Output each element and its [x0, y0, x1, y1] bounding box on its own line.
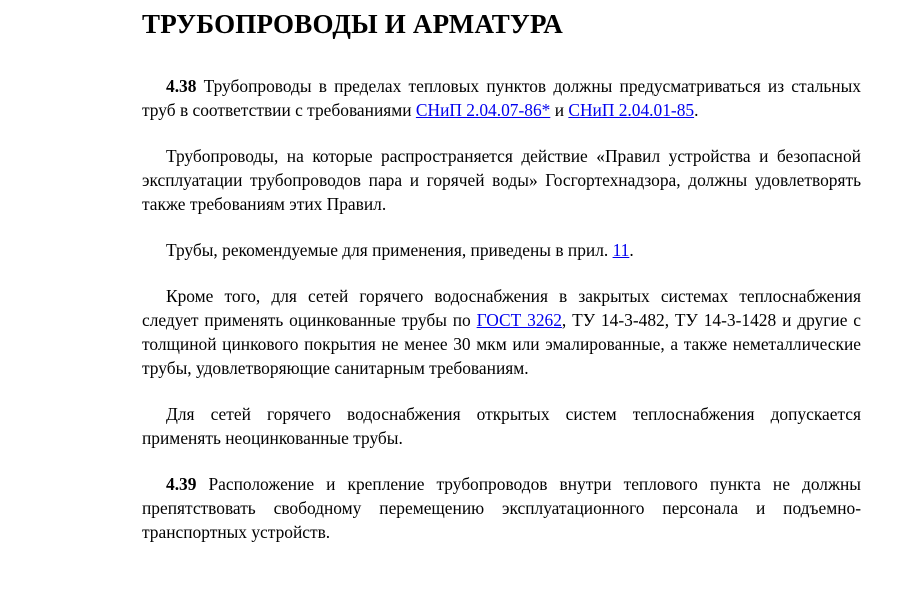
document-page: [142, 0, 861, 544]
paragraph-gosgortekhnadzor-rules: Трубопроводы, на которые распространяется действие «Правил устройства и безопасной эксплуатации трубопроводов пара и горячей воды» Госгортехнадзора, должны удовлетворять также требованиям этих Правил.: [142, 146, 861, 214]
paragraph-text: .: [629, 240, 634, 260]
paragraph-open-systems: Для сетей горячего водоснабжения открытых систем теплоснабжения допускается применять неоцинкованные трубы.: [142, 404, 861, 448]
paragraph-text: Кроме того, для сетей горячего водоснабжения в закрытых системах теплоснабжения следует применять оцинкованные трубы по: [142, 286, 861, 330]
section-heading: ТРУБОПРОВОДЫ И АРМАТУРА: [142, 9, 563, 39]
snip-2-04-01-85-link[interactable]: СНиП 2.04.01-85: [568, 100, 695, 120]
paragraph-4-38: [142, 74, 861, 122]
paragraph-text: , ТУ 14-3-482, ТУ 14-3-1428 и другие с толщиной цинкового покрытия не менее 30 мкм или эмалированные, а также неметаллические трубы, удовлетворяющие санитарным требованиям.: [142, 310, 862, 378]
paragraph-recommended-pipes: [142, 238, 861, 262]
paragraph-text: Трубы, рекомендуемые для применения, приведены в прил.: [166, 240, 613, 260]
paragraph-text: Трубопроводы в пределах тепловых пунктов должны предусматриваться из стальных труб в соответствии с требованиями: [142, 76, 861, 120]
snip-2-04-07-86-link[interactable]: СНиП 2.04.07-86*: [415, 100, 551, 120]
paragraph-galvanized-pipes: [142, 284, 861, 380]
clause-number: 4.39: [166, 474, 197, 494]
paragraph-4-39: [142, 472, 861, 544]
clause-number: 4.38: [166, 76, 197, 96]
appendix-11-link[interactable]: 11: [612, 240, 630, 260]
gost-3262-link[interactable]: ГОСТ 3262: [476, 310, 562, 330]
paragraph-text: и: [550, 100, 569, 120]
paragraph-text: .: [694, 100, 699, 120]
paragraph-text: Расположение и крепление трубопроводов внутри теплового пункта не должны препятствовать свободному перемещению эксплуатационного персонала и подъемно-транспортных устройств.: [142, 474, 861, 542]
